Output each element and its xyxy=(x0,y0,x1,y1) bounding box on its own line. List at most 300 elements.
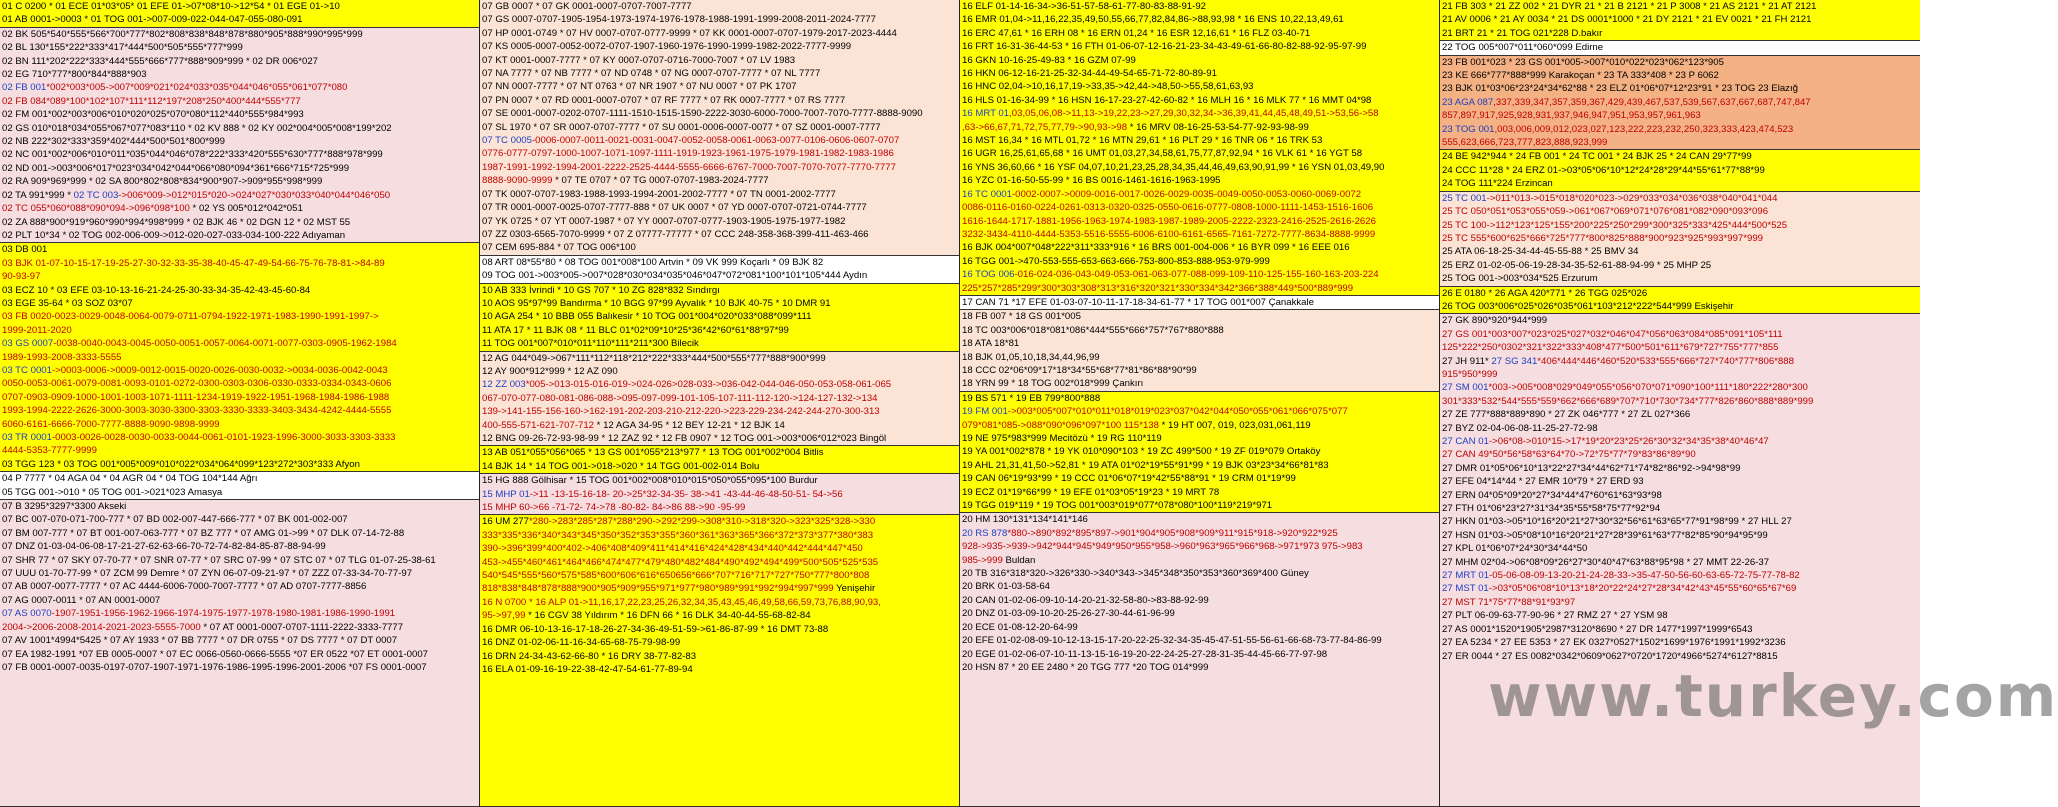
plate-segment: 21 FB 303 * 21 ZZ 002 * 21 DYR 21 * 21 B 2121 * 21 P 3008 * 21 AS 2121 * 21 AT 2121 xyxy=(1442,1,1817,12)
listing-line xyxy=(2,337,477,350)
plate-segment: 23 FB 001*023 * 23 GS 001*005->007*010*022*023*062*123*905 xyxy=(1442,56,1724,68)
plate-segment: 27 CAN 49*50*56*58*63*64*70->72*75*77*79*83*86*89*90 xyxy=(1442,449,1696,461)
listing-line xyxy=(962,268,1437,281)
listing-line xyxy=(1442,41,1918,54)
listing-line xyxy=(482,0,957,13)
listing-line xyxy=(962,513,1437,526)
listing-line xyxy=(482,284,957,297)
plate-segment: 20 ECE 01-08-12-20-64-99 xyxy=(962,621,1078,633)
listing-line xyxy=(482,529,957,542)
plate-segment: 02 GS 010*018*034*055*067*077*083*110 * 02 KV 888 * 02 KY 002*004*005*008*199*202 xyxy=(2,122,392,134)
listing-block xyxy=(960,310,1439,391)
listing-line xyxy=(962,472,1437,485)
listing-line xyxy=(962,121,1437,134)
listing-line xyxy=(1442,475,1918,488)
listing-line xyxy=(1442,177,1918,190)
listing-line xyxy=(2,122,477,135)
plate-segment: 125*222*250*0302*321*322*333*408*477*500*501*611*679*727*755*777*855 xyxy=(1442,342,1779,354)
plate-segment: -0002-0007->0009-0016-0017-0026-0029-0035-0049-0050-0053-0060-0069-0072 xyxy=(1011,188,1362,200)
listing-line xyxy=(482,419,957,432)
plate-segment: ->03*05*06*08*10*13*18*20*22*24*27*28*34*42*43*45*55*60*65*67*69 xyxy=(1488,583,1797,595)
listing-line xyxy=(2,270,477,283)
listing-line xyxy=(1442,123,1918,136)
listing-line xyxy=(1442,341,1918,354)
plate-segment: 985->999 xyxy=(962,554,1003,566)
listing-block xyxy=(960,296,1439,310)
plate-segment: 18 FB 007 * 18 GS 001*005 xyxy=(962,311,1081,323)
listing-line xyxy=(1442,502,1918,515)
listing-line xyxy=(962,554,1437,567)
listing-line xyxy=(1442,489,1918,502)
plate-segment: * 07 AT 0001-0007-0707-1111-2222-3333-7777 xyxy=(200,621,404,633)
plate-segment: 03 DB 001 xyxy=(2,244,48,256)
listing-line xyxy=(2,513,477,526)
plate-segment: * 16 CGV 38 Yıldırım * 16 DFN 66 * 16 DLK 34-40-44-55-68-82-84 xyxy=(525,610,811,622)
plate-segment: 23 AGA 087 xyxy=(1442,96,1494,108)
listing-line xyxy=(1442,232,1918,245)
plate-segment: 27 DMR 01*05*06*10*13*22*27*34*44*62*71*74*82*86*92->94*98*99 xyxy=(1442,462,1741,474)
plate-segment: 0086-0116-0160-0224-0261-0313-0320-0325-0550-0616-0777-0808-1000-1111-1453-1516-1606 xyxy=(962,202,1374,214)
listing-line xyxy=(962,282,1437,295)
plate-segment: -0003-0026-0028-0030-0033-0044-0061-0101-1923-1996-3000-3033-3303-3333 xyxy=(51,432,396,443)
plate-segment: 16 DNZ 01-02-06-11-16-34-65-68-75-79-98-99 xyxy=(482,637,681,649)
listing-line xyxy=(962,540,1437,553)
plate-segment: ->06*08->010*15->17*19*20*23*25*26*30*32*34*35*38*40*46*47 xyxy=(1488,436,1769,447)
listing-line xyxy=(482,94,957,107)
listing-block xyxy=(1440,150,1920,191)
plate-segment: *005->013-015-016-019->024-026>028-033->036-042-044-046-050-053-058-061-065 xyxy=(525,379,892,391)
listing-block xyxy=(480,352,959,447)
plate-segment: 02 ND 001->003*006*017*023*034*042*044*066*080*094*361*666*715*725*999 xyxy=(2,162,350,174)
plate-segment: 02 FB 001 xyxy=(2,82,47,94)
listing-line xyxy=(962,161,1437,174)
listing-line xyxy=(482,188,957,201)
plate-segment: 27 BYZ 02-04-06-08-11-25-27-72-98 xyxy=(1442,422,1598,434)
listing-line xyxy=(1442,150,1918,163)
plate-segment: 20 RS 878 xyxy=(962,527,1008,539)
plate-segment: 27 EFE 04*14*44 * 27 EMR 10*79 * 27 ERD 93 xyxy=(1442,476,1644,488)
plate-segment: 18 YRN 99 * 18 TOG 002*018*999 Çankırı xyxy=(962,378,1144,390)
listing-block xyxy=(480,474,959,515)
listing-line xyxy=(2,229,477,242)
plate-segment: 01 C 0200 * 01 ECE 01*03*05* 01 EFE 01->07*08*10->12*54 * 01 EGE 01->10 xyxy=(2,1,340,12)
plate-segment: 07 CEM 695-884 * 07 TOG 006*100 xyxy=(482,242,636,254)
listing-line xyxy=(482,432,957,445)
plate-segment: 27 GS 001*003*007*023*025*027*032*046*047*056*063*084*085*091*105*111 xyxy=(1442,328,1783,340)
plate-segment: 333*335*336*340*343*345*350*352*353*355*360*361*363*365*366*372*373*377*380*383 xyxy=(482,529,874,541)
plate-segment: 05 TGG 001->010 * 05 TOG 001->021*023 Amasya xyxy=(2,486,223,498)
plate-segment: 12 AY 900*912*999 * 12 AZ 090 xyxy=(482,365,618,377)
listing-line xyxy=(2,472,477,485)
plate-segment: 0707-0903-0909-1000-1001-1003-1071-1111-1234-1919-1922-1951-1968-1984-1986-1988 xyxy=(2,391,390,403)
listing-line xyxy=(482,215,957,228)
listing-block xyxy=(1440,56,1920,151)
listing-line xyxy=(962,377,1437,390)
plate-segment: 1993-1994-2222-2626-3000-3003-3030-3300-3303-3330-3333-3403-3434-4242-4444-5555 xyxy=(2,405,392,417)
plate-segment: 27 MRT 01 xyxy=(1442,570,1490,582)
plate-segment: 07 TR 0001-0007-0025-0707-7777-888 * 07 UK 0007 * 07 YD 0007-0707-0721-0744-7777 xyxy=(482,202,867,214)
listing-block xyxy=(480,256,959,284)
listing-column xyxy=(1440,0,1920,807)
plate-segment: 07 GB 0007 * 07 GK 0001-0007-0707-7007-7777 xyxy=(482,1,692,12)
listing-line xyxy=(1442,448,1918,461)
plate-segment: 27 HKN 01*03->05*10*16*20*21*27*30*32*56*61*63*65*77*91*98*99 * 27 HLL 27 xyxy=(1442,516,1792,528)
listing-line xyxy=(1442,82,1918,95)
plate-segment: * 19 HT 007, 019, 023,031,061,119 xyxy=(1158,419,1311,431)
listing-block xyxy=(1440,287,1920,315)
listing-line xyxy=(482,201,957,214)
listing-line xyxy=(962,648,1437,661)
plate-segment: 16 YZC 01-16-50-55-99 * 16 BS 0016-1461-1616-1963-1995 xyxy=(962,175,1221,187)
plate-segment: ->006*009->012*015*020->024*027*030*033*040*044*046*050 xyxy=(118,189,391,201)
listing-line xyxy=(482,40,957,53)
listing-line xyxy=(1442,13,1918,26)
listing-line xyxy=(482,174,957,187)
listing-line xyxy=(1442,435,1918,448)
listing-line xyxy=(962,94,1437,107)
listing-line xyxy=(482,80,957,93)
plate-segment: 25 ERZ 01-02-05-06-19-28-34-35-52-61-88-94-99 * 25 MHP 25 xyxy=(1442,259,1712,271)
plate-segment: 19 NE 975*983*999 Mecitözü * 19 RG 110*119 xyxy=(962,433,1162,444)
listing-line xyxy=(962,54,1437,67)
plate-segment: 400-555-571-621-707-712 xyxy=(482,419,595,431)
listing-line xyxy=(1442,259,1918,272)
plate-segment: 16 MRT 01 xyxy=(962,108,1010,120)
listing-line xyxy=(962,27,1437,40)
listing-line xyxy=(962,255,1437,268)
listing-line xyxy=(962,174,1437,187)
plate-segment: -016-024-036-043-049-053-061-063-077-088-099-109-110-125-155-160-163-203-224 xyxy=(1014,269,1379,281)
listing-line xyxy=(1442,569,1918,582)
listing-line xyxy=(2,28,477,41)
listing-line xyxy=(2,404,477,417)
listing-line xyxy=(482,501,957,514)
listing-line xyxy=(1442,300,1918,313)
plate-segment: 07 PN 0007 * 07 RD 0001-0007-0707 * 07 RF 7777 * 07 RK 0007-7777 * 07 RS 7777 xyxy=(482,94,846,106)
listing-line xyxy=(482,556,957,569)
listing-line xyxy=(1442,529,1918,542)
plate-segment: 24 TOG 111*224 Erzincan xyxy=(1442,178,1553,190)
listing-line xyxy=(482,241,957,254)
plate-segment: 25 TC 001 xyxy=(1442,192,1487,204)
listing-block xyxy=(480,515,959,807)
plate-segment: 95->97,99 xyxy=(482,610,526,622)
listing-line xyxy=(2,189,477,202)
plate-segment: 25 ATA 06-18-25-34-44-45-55-88 * 25 BMV 34 xyxy=(1442,246,1639,258)
plate-segment: 16 UM 277 xyxy=(482,516,529,528)
listing-line xyxy=(2,486,477,499)
listing-line xyxy=(482,337,957,350)
listing-line xyxy=(2,310,477,323)
plate-segment: 03 FB 0020-0023-0029-0048-0064-0079-0711-0794-1922-1971-1983-1990-1991-1997-> xyxy=(2,311,379,323)
listing-block xyxy=(1440,41,1920,55)
listing-line xyxy=(2,431,477,444)
listing-line xyxy=(482,460,957,473)
listing-line xyxy=(962,134,1437,147)
listing-line xyxy=(1442,287,1918,300)
plate-segment: * 02 YS 005*012*042*051 xyxy=(189,203,303,215)
plate-segment: 27 ER 0044 * 27 ES 0082*0342*0609*0627*0720*1720*4966*5274*6127*8815 xyxy=(1442,650,1778,662)
plate-segment: 540*545*555*560*575*585*600*606*616*650656*666*707*716*717*727*750*777*800*808 xyxy=(482,570,870,582)
plate-segment: ,63->66,67,71,72,75,77,79->90,93->98 xyxy=(962,121,1128,133)
listing-line xyxy=(482,161,957,174)
listing-block xyxy=(480,0,959,256)
plate-segment: 10 AGA 254 * 10 BBB 055 Balıkesir * 10 TOG 001*004*020*033*088*099*111 xyxy=(482,311,812,323)
listing-line xyxy=(1442,556,1918,569)
listing-line xyxy=(1442,192,1918,205)
listing-line xyxy=(1442,582,1918,595)
plate-segment: *880->890*892*895*897->901*904*905*908*909*911*915*918->920*922*925 xyxy=(1007,527,1338,539)
plate-segment: 16 ELA 01-09-16-19-22-38-42-47-54-61-77-89-94 xyxy=(482,663,693,675)
listing-line xyxy=(1442,27,1918,40)
listing-line xyxy=(482,569,957,582)
listing-block xyxy=(1440,192,1920,287)
listing-line xyxy=(2,554,477,567)
listing-line xyxy=(962,188,1437,201)
plate-segment: 555,623,666,723,777,823,888,923,999 xyxy=(1442,137,1608,149)
plate-segment: 07 DNZ 01-03-04-06-08-17-21-27-62-63-66-70-72-74-82-84-85-87-88-94-99 xyxy=(2,541,326,553)
listing-line xyxy=(1442,462,1918,475)
plate-segment: 19 AHL 21,31,41,50->52,81 * 19 ATA 01*02*19*55*91*99 * 19 BJK 03*23*34*66*81*83 xyxy=(962,459,1329,471)
plate-segment: Buldan xyxy=(1002,554,1036,566)
plate-segment: 16 HKN 06-12-16-21-25-32-34-44-49-54-65-71-72-80-89-91 xyxy=(962,68,1217,80)
plate-segment: *003->005*008*029*049*055*056*070*071*090*100*111*180*222*280*300 xyxy=(1488,382,1808,394)
plate-segment: 27 HSN 01*03->05*08*10*16*20*21*27*28*39*61*63*77*82*85*90*94*95*99 xyxy=(1442,529,1768,541)
plate-segment: 16 HNC 02,04->10,16,17,19->33,35->42,44->48,50->55,58,61,63,93 xyxy=(962,81,1254,93)
listing-line xyxy=(2,607,477,620)
listing-line xyxy=(2,377,477,390)
plate-segment: 08 ART 08*55*80 * 08 TOG 001*008*100 Artvin * 09 VK 999 Koçarlı * 09 BJK 82 xyxy=(482,256,824,268)
listing-line xyxy=(2,257,477,270)
listing-block xyxy=(1440,0,1920,41)
listing-line xyxy=(482,488,957,501)
plate-segment: ,337,339,347,357,359,367,429,439,467,537,539,567,637,667,687,747,847 xyxy=(1493,96,1811,108)
plate-segment: 07 NA 7777 * 07 NB 7777 * 07 ND 0748 * 07 NG 0007-0707-7777 * 07 NL 7777 xyxy=(482,68,821,80)
plate-segment: 07 ZZ 0303-6565-7070-9999 * 07 Z 07777-77777 * 07 CCC 248-358-368-399-411-463-466 xyxy=(482,228,869,240)
listing-line xyxy=(1442,355,1918,368)
listing-line xyxy=(482,310,957,323)
listing-line xyxy=(962,419,1437,432)
listing-line xyxy=(482,324,957,337)
listing-line xyxy=(962,567,1437,580)
listing-line xyxy=(482,515,957,528)
listing-column xyxy=(960,0,1440,807)
listing-block xyxy=(960,0,1439,296)
plate-segment: 15 MHP 60->66 -71-72- 74->78 -80-82- 84->86 88->90 -95-99 xyxy=(482,502,746,514)
listing-line xyxy=(2,391,477,404)
listing-line xyxy=(962,201,1437,214)
plate-segment: -05-06-08-09-13-20-21-24-28-33->35-47-50-56-60-63-65-72-75-77-78-82 xyxy=(1489,570,1800,582)
plate-segment: * 12 AGA 34-95 * 12 BEY 12-21 * 12 BJK 14 xyxy=(594,419,785,431)
plate-segment: 27 ERN 04*05*09*20*27*34*44*47*60*61*63*93*98 xyxy=(1442,489,1662,501)
plate-segment: 18 BJK 01,05,10,18,34,44,96,99 xyxy=(962,351,1100,363)
listing-line xyxy=(962,392,1437,405)
listing-line xyxy=(2,567,477,580)
listing-line xyxy=(962,324,1437,337)
plate-segment: Yenişehir xyxy=(833,583,876,595)
listing-line xyxy=(962,107,1437,120)
listing-line xyxy=(482,663,957,676)
plate-segment: 11 ATA 17 * 11 BJK 08 * 11 BLC 01*02*09*10*25*36*42*60*61*88*97*99 xyxy=(482,324,789,336)
plate-segment: *280->283*285*287*288*290->292*299->308*310->318*320->323*325*328->330 xyxy=(528,516,876,528)
listing-line xyxy=(962,364,1437,377)
listing-line xyxy=(482,13,957,26)
listing-line xyxy=(962,661,1437,674)
plate-segment: 03 TC 0001 xyxy=(2,364,52,376)
plate-segment: 11 TOG 001*007*010*011*110*111*211*300 Bilecik xyxy=(482,338,699,350)
listing-line xyxy=(482,27,957,40)
listing-line xyxy=(482,378,957,391)
listing-line xyxy=(1442,408,1918,421)
plate-segment: 818*838*848*878*888*900*905*909*955*971*977*980*989*991*992*994*997*999 xyxy=(482,583,834,595)
listing-line xyxy=(1442,368,1918,381)
listing-line xyxy=(962,486,1437,499)
plate-segment: ,003,006,009,012,023,027,123,222,223,232,250,323,333,423,474,523 xyxy=(1494,123,1794,135)
listing-line xyxy=(2,580,477,593)
listing-line xyxy=(962,594,1437,607)
listing-line xyxy=(482,623,957,636)
plate-segment: 27 ZE 777*888*889*890 * 27 ZK 046*777 * 27 ZL 027*366 xyxy=(1442,409,1691,421)
listing-line xyxy=(482,636,957,649)
listing-line xyxy=(2,0,477,13)
listing-line xyxy=(962,0,1437,13)
plate-segment: 13 AB 051*055*056*065 * 13 GS 001*055*213*977 * 13 TOG 001*002*004 Bitlis xyxy=(482,447,824,459)
listing-line xyxy=(2,297,477,310)
plate-segment: 07 SL 1970 * 07 SR 0007-0707-7777 * 07 SU 0001-0006-0007-0077 * 07 SZ 0001-0007-7777 xyxy=(482,121,881,133)
listing-line xyxy=(482,352,957,365)
plate-segment: ->003*005*007*010*011*018*019*023*037*042*044*050*055*061*066*075*077 xyxy=(1007,406,1348,418)
plate-segment: 09 TOG 001->003*005->007*028*030*034*035*046*047*072*081*100*101*105*444 Aydın xyxy=(482,270,868,282)
listing-line xyxy=(2,444,477,457)
listing-line xyxy=(482,365,957,378)
listing-line xyxy=(2,68,477,81)
plate-segment: 03 TR 0001 xyxy=(2,432,52,443)
plate-segment: 1616-1644-1717-1881-1956-1963-1974-1983-1987-1989-2005-2222-2323-2416-2525-2616-2626 xyxy=(962,215,1376,227)
listing-line xyxy=(2,148,477,161)
listing-line xyxy=(1442,96,1918,109)
listing-line xyxy=(482,405,957,418)
listing-line xyxy=(962,405,1437,418)
listing-line xyxy=(1442,245,1918,258)
listing-line xyxy=(1442,636,1918,649)
listing-line xyxy=(2,202,477,215)
listing-line xyxy=(1442,596,1918,609)
listing-line xyxy=(2,216,477,229)
plate-segment: 10 AOS 95*97*99 Bandırma * 10 BGG 97*99 Ayvalık * 10 BJK 40-75 * 10 DMR 91 xyxy=(482,297,831,309)
listing-line xyxy=(962,13,1437,26)
plate-segment: 18 TC 003*006*018*081*086*444*555*666*757*767*880*888 xyxy=(962,324,1224,336)
plate-segment: 26 E 0180 * 26 AGA 420*771 * 26 TGG 025*026 xyxy=(1442,287,1648,299)
plate-segment: 27 EA 5234 * 27 EE 5353 * 27 EK 0327*0527*1502*1699*1976*1991*1992*3236 xyxy=(1442,637,1786,649)
listing-line xyxy=(482,542,957,555)
plate-segment: *002*003*005->007*009*021*024*033*035*044*046*055*061*077*080 xyxy=(46,82,348,94)
plate-segment: 07 AB 0007-0077-7777 * 07 AC 4444-6006-7000-7007-7777 * 07 AD 0707-7777-8856 xyxy=(2,581,367,593)
plate-segment: 02 NC 001*002*006*010*011*035*044*046*078*222*333*420*555*630*777*888*978*999 xyxy=(2,149,383,161)
plate-segment: 16 TOG 006 xyxy=(962,269,1015,281)
listing-line xyxy=(962,459,1437,472)
plate-segment: ->011*013->015*018*020*023->029*033*034*036*038*040*041*044 xyxy=(1486,192,1778,204)
listing-line xyxy=(1442,650,1918,663)
plate-segment: 0776-0777-0797-1000-1007-1071-1097-1111-1919-1923-1961-1975-1979-1981-1982-1983-1986 xyxy=(482,148,894,160)
plate-segment: 20 BRK 01-03-58-64 xyxy=(962,581,1050,593)
listing-column xyxy=(480,0,960,807)
listing-line xyxy=(482,107,957,120)
listing-line xyxy=(1442,515,1918,528)
plate-segment: 20 TB 316*318*320->326*330->340*343->345*348*350*353*360*369*400 Güney xyxy=(962,568,1309,580)
listing-line xyxy=(482,650,957,663)
listing-line xyxy=(962,40,1437,53)
plate-segment: 27 CAN 01 xyxy=(1442,436,1489,447)
plate-segment: 27 SM 001 xyxy=(1442,382,1489,394)
plate-segment: 301*333*532*544*555*559*662*666*689*707*710*730*734*777*826*860*888*889*999 xyxy=(1442,395,1814,407)
plate-segment: 19 BS 571 * 19 EB 799*800*888 xyxy=(962,392,1101,404)
plate-segment: 16 TC 0001 xyxy=(962,188,1012,200)
plate-segment: 27 MST 71*75*77*88*91*93*97 xyxy=(1442,596,1576,608)
plate-segment: 27 PLT 06-09-63-77-90-96 * 27 RMZ 27 * 27 YSM 98 xyxy=(1442,610,1668,622)
listing-line xyxy=(482,609,957,622)
plate-segment: 225*257*285*299*300*303*308*313*316*320*321*330*334*342*366*388*449*500*889*999 xyxy=(962,282,1354,294)
listing-line xyxy=(482,297,957,310)
plate-segment: 12 AG 044*049->067*111*112*118*212*222*333*444*500*555*777*888*900*999 xyxy=(482,352,826,364)
plate-segment: 20 EGE 01-02-06-07-10-11-13-15-16-19-20-22-24-25-27-28-31-35-44-45-66-77-97-98 xyxy=(962,648,1328,660)
plate-segment: 07 UUU 01-70-77-99 * 07 ZCM 99 Demre * 07 ZYN 06-07-09-21-97 * 07 ZZZ 07-33-34-70-77-97 xyxy=(2,568,413,580)
plate-segment: 2004->2006-2008-2014-2021-2023-5555-7000 xyxy=(2,621,201,633)
plate-segment: 16 FRT 16-31-36-44-53 * 16 FTH 01-06-07-12-16-21-23-34-43-49-61-66-80-82-88-92-95-97-99 xyxy=(962,41,1367,53)
plate-segment: 02 EG 710*777*800*844*888*903 xyxy=(2,69,147,81)
listing-line xyxy=(962,80,1437,93)
listing-line xyxy=(1442,219,1918,232)
listing-column xyxy=(0,0,480,807)
plate-segment: 07 KS 0005-0007-0052-0072-0707-1907-1960-1976-1990-1999-1982-2022-7777-9999 xyxy=(482,41,852,53)
plate-segment: 12 ZZ 003 xyxy=(482,379,526,391)
plate-segment: 07 BM 007-777 * 07 BT 001-007-063-777 * 07 BZ 777 * 07 AMG 01->99 * 07 DLK 07-14-72-88 xyxy=(2,527,405,539)
listing-block xyxy=(0,243,479,472)
listing-block xyxy=(960,392,1439,514)
listing-line xyxy=(482,256,957,269)
plate-segment: 17 CAN 71 *17 EFE 01-03-07-10-11-17-18-34-61-77 * 17 TOG 001*007 Çanakkale xyxy=(962,296,1314,308)
plate-segment: 21 BRT 21 * 21 TOG 021*228 D.bakır xyxy=(1442,27,1603,39)
plate-segment: 02 NB 222*302*333*359*402*444*500*501*800*999 xyxy=(2,136,225,148)
listing-line xyxy=(482,134,957,147)
plate-segment: 27 AS 0001*1520*1905*2987*3120*8690 * 27 DR 1477*1997*1999*6543 xyxy=(1442,623,1753,635)
listing-line xyxy=(962,337,1437,350)
plate-segment: * 07 TE 0707 * 07 TG 0007-0707-1983-2024-7777 xyxy=(552,175,769,187)
listing-line xyxy=(482,392,957,405)
listing-line xyxy=(962,580,1437,593)
listing-line xyxy=(1442,272,1918,285)
plate-segment: 07 SE 0001-0007-0202-0707-1111-1510-1515-1590-2222-3030-6000-7000-7007-7070-7777-8888-9090 xyxy=(482,108,923,120)
listing-line xyxy=(962,445,1437,458)
plate-segment: 27 GK 890*920*944*999 xyxy=(1442,315,1548,327)
listing-line xyxy=(1442,69,1918,82)
plate-segment: 16 N 0700 * 16 ALP 01->11,16,17,22,23,25,26,32,34,35,43,45,46,49,58,66,59,73,76,88,90,93, xyxy=(482,596,881,608)
plate-segment: 19 TGG 019*119 * 19 TOG 001*003*019*077*078*080*100*119*219*971 xyxy=(962,500,1273,512)
listing-block xyxy=(0,472,479,500)
listing-line xyxy=(962,310,1437,323)
listing-line xyxy=(2,135,477,148)
plate-segment: ->11 -13-15-16-18- 20->25*32-34-35- 38->41 -43-44-46-48-50-51- 54->56 xyxy=(529,488,843,500)
listing-block xyxy=(0,0,479,28)
listing-line xyxy=(2,108,477,121)
listing-line xyxy=(2,458,477,471)
plate-segment: 18 ATA 18*81 xyxy=(962,338,1020,350)
listing-line xyxy=(1442,109,1918,122)
listing-line xyxy=(482,269,957,282)
listing-block xyxy=(1440,314,1920,807)
listing-line xyxy=(962,215,1437,228)
plate-segment: 04 P 7777 * 04 AGA 04 * 04 AGR 04 * 04 TOG 104*144 Ağrı xyxy=(2,473,258,485)
plate-segment: 02 BN 111*202*222*333*444*555*666*777*888*909*999 * 02 DR 006*027 xyxy=(2,55,318,67)
